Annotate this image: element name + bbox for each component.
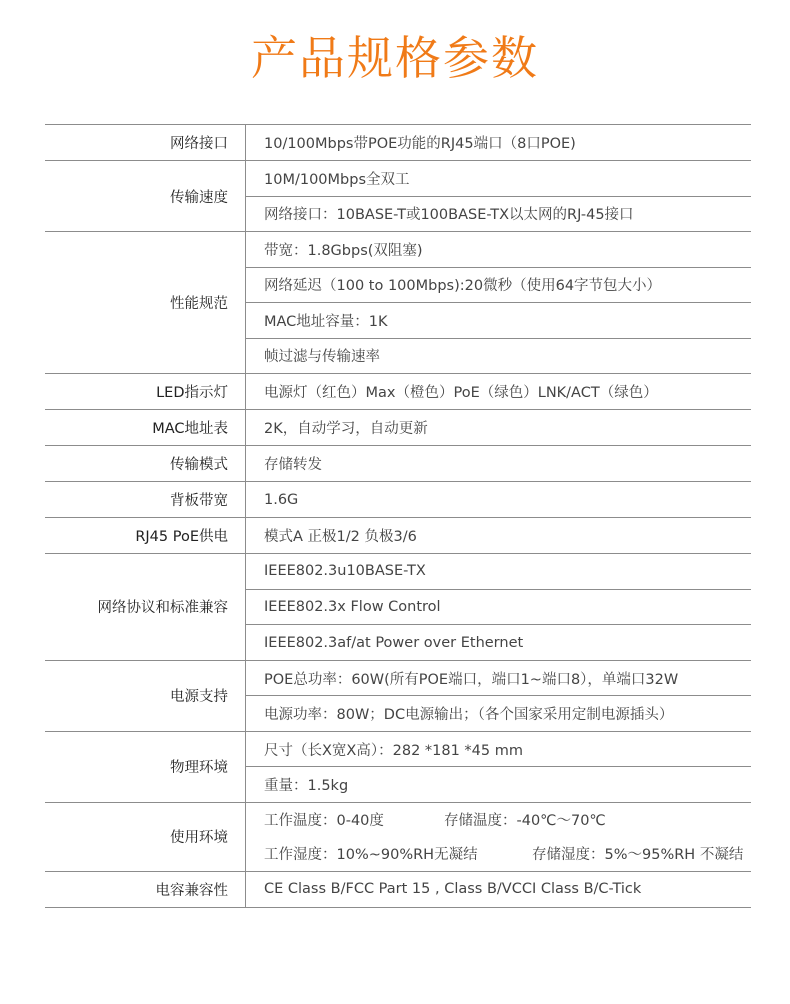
spec-value: POE总功率：60W(所有POE端口，端口1~端口8），单端口32W bbox=[246, 660, 752, 696]
spec-label: 传输模式 bbox=[45, 446, 246, 482]
spec-row bbox=[45, 232, 751, 268]
spec-row bbox=[45, 446, 751, 482]
spec-row bbox=[45, 802, 751, 837]
spec-value: IEEE802.3x Flow Control bbox=[246, 589, 752, 625]
spec-value: MAC地址容量：1K bbox=[246, 303, 752, 339]
spec-value-left: 工作温度：0-40度 bbox=[264, 813, 384, 830]
spec-label: 网络接口 bbox=[45, 125, 246, 161]
spec-label: 电源支持 bbox=[45, 660, 246, 731]
spec-label: RJ45 PoE供电 bbox=[45, 518, 246, 554]
spec-value-right: 存储温度：-40℃～70℃ bbox=[444, 813, 606, 830]
spec-table bbox=[45, 124, 751, 908]
spec-row bbox=[45, 374, 751, 410]
page-title: 产品规格参数 bbox=[251, 31, 539, 85]
spec-value: IEEE802.3u10BASE-TX bbox=[246, 554, 752, 590]
spec-value: 帧过滤与传输速率 bbox=[246, 338, 752, 374]
spec-value: CE Class B/FCC Part 15 , Class B/VCCI Class B/C-Tick bbox=[246, 871, 752, 907]
spec-value: IEEE802.3af/at Power over Ethernet bbox=[246, 625, 752, 661]
spec-value-right: 存储湿度：5%～95%RH 不凝结 bbox=[532, 847, 744, 864]
spec-value: 带宽：1.8Gbps(双阻塞) bbox=[246, 232, 752, 268]
spec-row bbox=[45, 660, 751, 696]
spec-value: 重量：1.5kg bbox=[246, 767, 752, 803]
spec-row bbox=[45, 871, 751, 907]
spec-label: 物理环境 bbox=[45, 731, 246, 802]
spec-row bbox=[45, 482, 751, 518]
spec-value: 1.6G bbox=[246, 482, 752, 518]
spec-row bbox=[45, 554, 751, 590]
spec-value: 网络接口：10BASE-T或100BASE-TX以太网的RJ-45接口 bbox=[246, 196, 752, 232]
spec-value: 10M/100Mbps全双工 bbox=[246, 161, 752, 197]
spec-label: 电容兼容性 bbox=[45, 871, 246, 907]
spec-label: 性能规范 bbox=[45, 232, 246, 374]
spec-row bbox=[45, 161, 751, 197]
spec-value: 10/100Mbps带POE功能的RJ45端口（8口POE) bbox=[246, 125, 752, 161]
spec-value bbox=[246, 802, 752, 837]
spec-row bbox=[45, 518, 751, 554]
spec-value: 网络延迟（100 to 100Mbps):20微秒（使用64字节包大小） bbox=[246, 267, 752, 303]
spec-label: 背板带宽 bbox=[45, 482, 246, 518]
spec-label: LED指示灯 bbox=[45, 374, 246, 410]
spec-value: 模式A 正极1/2 负极3/6 bbox=[246, 518, 752, 554]
spec-label: 使用环境 bbox=[45, 802, 246, 871]
spec-label: MAC地址表 bbox=[45, 410, 246, 446]
spec-label: 传输速度 bbox=[45, 161, 246, 232]
spec-value: 2K，自动学习，自动更新 bbox=[246, 410, 752, 446]
spec-value: 电源功率：80W；DC电源输出；（各个国家采用定制电源插头） bbox=[246, 696, 752, 732]
spec-value-left: 工作湿度：10%~90%RH无凝结 bbox=[264, 847, 478, 864]
spec-value bbox=[246, 837, 752, 872]
spec-row bbox=[45, 410, 751, 446]
spec-value: 电源灯（红色）Max（橙色）PoE（绿色）LNK/ACT（绿色） bbox=[246, 374, 752, 410]
spec-row bbox=[45, 125, 751, 161]
spec-value: 尺寸（长X宽X高）：282 *181 *45 mm bbox=[246, 731, 752, 767]
spec-label: 网络协议和标准兼容 bbox=[45, 554, 246, 661]
spec-value: 存储转发 bbox=[246, 446, 752, 482]
spec-row bbox=[45, 731, 751, 767]
